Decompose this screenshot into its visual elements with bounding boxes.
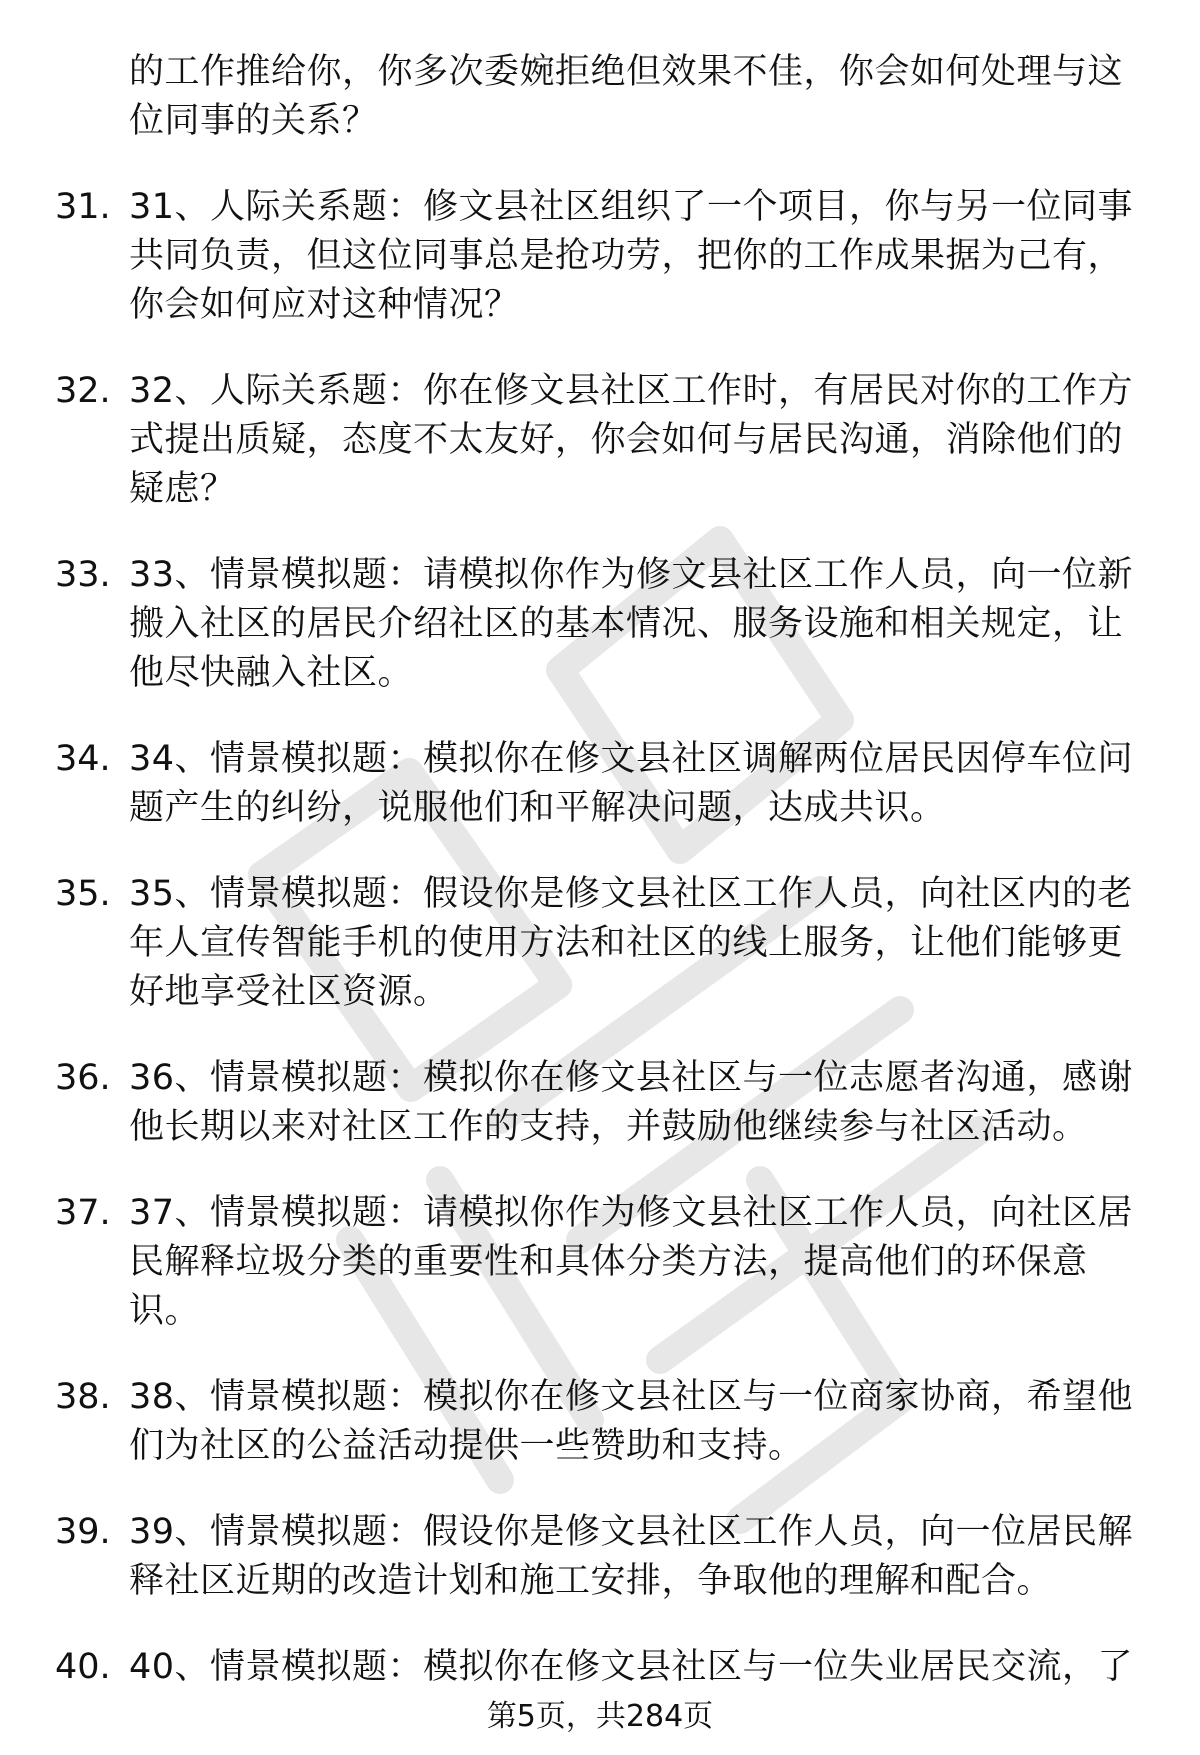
continuation-paragraph <box>0 48 1200 146</box>
list-item-text: 31、人际关系题：修文县社区组织了一个项目，你与另一位同事 共同负责，但这位同事总是抢功劳，把你的工作成果据为己有， 你会如何应对这种情况？ <box>129 187 1134 325</box>
list-item-35 <box>0 870 1200 1017</box>
list-item-text: 38、情景模拟题：模拟你在修文县社区与一位商家协商，希望他 们为社区的公益活动提供一些赞助和支持。 <box>129 1377 1134 1466</box>
page-footer: 第5页，共284页 <box>486 1699 714 1734</box>
list-item-text: 35、情景模拟题：假设你是修文县社区工作人员，向社区内的老 年人宣传智能手机的使用方法和社区的线上服务，让他们能够更 好地享受社区资源。 <box>129 874 1134 1012</box>
list-item-34 <box>0 735 1200 833</box>
list-item-number: 35. <box>55 874 111 914</box>
list-item-36 <box>0 1054 1200 1152</box>
continuation-text: 的工作推给你，你多次委婉拒绝但效果不佳，你会如何处理与这 位同事的关系？ <box>129 52 1124 141</box>
list-item-number: 33. <box>55 555 111 595</box>
list-item-number: 39. <box>55 1512 111 1552</box>
list-item-39 <box>0 1508 1200 1606</box>
list-item-number: 32. <box>55 371 111 411</box>
list-item-38 <box>0 1373 1200 1471</box>
list-item-text: 40、情景模拟题：模拟你在修文县社区与一位失业居民交流，了 <box>129 1647 1134 1687</box>
list-item-number: 37. <box>55 1193 111 1233</box>
document-body <box>0 48 1200 1729</box>
list-item-33 <box>0 551 1200 698</box>
list-item-number: 31. <box>55 187 111 227</box>
list-item-number: 40. <box>55 1647 111 1687</box>
list-item-31 <box>0 183 1200 330</box>
list-item-number: 34. <box>55 739 111 779</box>
list-item-text: 39、情景模拟题：假设你是修文县社区工作人员，向一位居民解 释社区近期的改造计划和施工安排，争取他的理解和配合。 <box>129 1512 1134 1601</box>
list-item-text: 33、情景模拟题：请模拟你作为修文县社区工作人员，向一位新 搬入社区的居民介绍社区的基本情况、服务设施和相关规定，让 他尽快融入社区。 <box>129 555 1134 693</box>
list-item-text: 36、情景模拟题：模拟你在修文县社区与一位志愿者沟通，感谢 他长期以来对社区工作的支持，并鼓励他继续参与社区活动。 <box>129 1058 1134 1147</box>
list-item-40 <box>0 1643 1200 1692</box>
list-item-text: 37、情景模拟题：请模拟你作为修文县社区工作人员，向社区居 民解释垃圾分类的重要性和具体分类方法，提高他们的环保意 识。 <box>129 1193 1134 1331</box>
list-item-text: 34、情景模拟题：模拟你在修文县社区调解两位居民因停车位问 题产生的纠纷，说服他们和平解决问题，达成共识。 <box>129 739 1134 828</box>
list-item-37 <box>0 1189 1200 1336</box>
list-item-number: 36. <box>55 1058 111 1098</box>
list-item-number: 38. <box>55 1377 111 1417</box>
list-item-text: 32、人际关系题：你在修文县社区工作时，有居民对你的工作方 式提出质疑，态度不太友好，你会如何与居民沟通，消除他们的 疑虑？ <box>129 371 1134 509</box>
list-item-32 <box>0 367 1200 514</box>
